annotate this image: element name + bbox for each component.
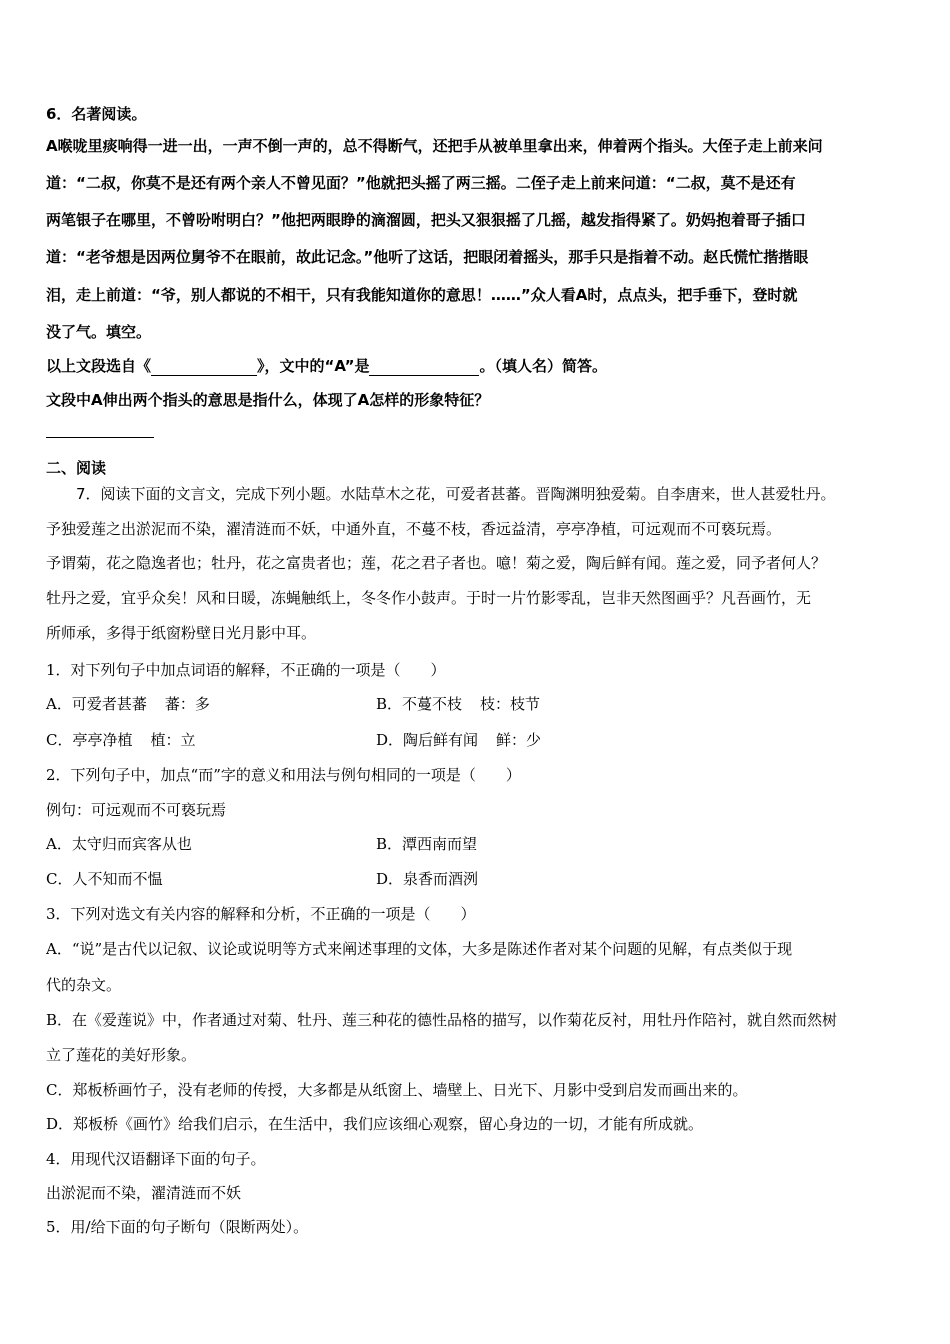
sub2-row-cd: [46, 869, 908, 889]
sub1-row-ab: [46, 694, 908, 714]
option-text: 可爱者甚蕃: [71, 695, 147, 713]
sub2-question: 2．下列句子中，加点“而”字的意义和用法与例句相同的一项是（ ）: [46, 766, 521, 784]
sub5-question: 5．用/给下面的句子断句（限断两处）。: [46, 1218, 309, 1236]
q6-short-question: 文段中A伸出两个指头的意思是指什么，体现了A怎样的形象特征？: [46, 391, 490, 409]
q6-title: 6．名著阅读。: [46, 105, 147, 123]
q6-passage-line-4: 道：“老爷想是因两位舅爷不在眼前，故此记念。”他听了这话，把眼闭着摇头，那手只是指着不动。赵氏慌忙揩揩眼: [46, 248, 809, 266]
q7-line-2: 予独爱莲之出淤泥而不染，濯清涟而不妖，中通外直，不蔓不枝，香远益清，亭亭净植，可远观而不可亵玩焉。: [46, 520, 782, 538]
option-gloss: 鲜：少: [496, 731, 542, 749]
sub3-option-d[interactable]: D．郑板桥《画竹》给我们启示，在生活中，我们应该细心观察，留心身边的一切，才能有所成就。: [46, 1115, 704, 1133]
option-letter: D．: [376, 731, 404, 749]
q7-line-3: 予谓菊，花之隐逸者也；牡丹，花之富贵者也；莲，花之君子者也。噫！菊之爱，陶后鲜有闻。莲之爱，同予者何人？: [46, 554, 827, 572]
option-letter: C．: [46, 731, 73, 749]
sub4-question: 4．用现代汉语翻译下面的句子。: [46, 1150, 266, 1168]
sub4-sentence: 出淤泥而不染，濯清涟而不妖: [46, 1184, 242, 1202]
fill-text-1: 以上文段选自《: [46, 357, 152, 375]
sub3-option-a-line-2[interactable]: 代的杂文。: [46, 976, 122, 994]
sub2-option-c[interactable]: C．人不知而不愠: [46, 870, 163, 888]
sub2-option-a[interactable]: A．太守归而宾客从也: [46, 835, 192, 853]
q6-passage-line-5: 泪，走上前道：“爷，别人都说的不相干，只有我能知道你的意思！……”众人看A时，点点头，把手垂下，登时就: [46, 286, 798, 304]
q7-line-5: 所师承，多得于纸窗粉壁日光月影中耳。: [46, 624, 317, 642]
sub1-question: 1．对下列句子中加点词语的解释，不正确的一项是（ ）: [46, 661, 446, 679]
q6-passage-line-2: 道：“二叔，你莫不是还有两个亲人不曾见面？”他就把头摇了两三摇。二侄子走上前来问道：“二叔，莫不是还有: [46, 174, 796, 192]
fill-text-3: 。（填人名）简答。: [479, 357, 607, 375]
option-letter: B．: [376, 695, 403, 713]
sub1-option-a[interactable]: [46, 695, 210, 713]
section-2-title: 二、阅读: [46, 459, 107, 477]
q6-passage-line-6: 没了气。填空。: [46, 323, 152, 341]
q6-passage-line-1: A喉咙里痰响得一进一出，一声不倒一声的，总不得断气，还把手从被单里拿出来，伸着两个指头。大侄子走上前来问: [46, 137, 823, 155]
option-gloss: 蕃：多: [164, 695, 210, 713]
person-name-blank[interactable]: [369, 360, 479, 376]
option-gloss: 枝：枝节: [480, 695, 541, 713]
q6-answer-line[interactable]: [46, 437, 154, 438]
sub1-option-d[interactable]: [376, 730, 541, 750]
sub2-example: 例句：可远观而不可亵玩焉: [46, 801, 227, 819]
sub2-row-ab: [46, 834, 908, 854]
option-text: 亭亭净植: [72, 731, 133, 749]
q7-line-1: 7．阅读下面的文言文，完成下列小题。水陆草木之花，可爱者甚蕃。晋陶渊明独爱菊。自李唐来，世人甚爱牡丹。: [76, 485, 836, 503]
q6-fill-in: [46, 356, 607, 376]
sub2-option-b[interactable]: B．潭西南而望: [376, 835, 478, 853]
fill-text-2: 》，文中的“A”是: [257, 357, 370, 375]
option-letter: A．: [46, 695, 72, 713]
sub1-option-b[interactable]: [376, 694, 540, 714]
sub3-option-b-line-1[interactable]: B．在《爱莲说》中，作者通过对菊、牡丹、莲三种花的德性品格的描写，以作菊花反衬，用牡丹作陪衬，就自然而然树: [46, 1011, 838, 1029]
option-text: 不蔓不枝: [402, 695, 463, 713]
option-gloss: 植：立: [150, 731, 196, 749]
sub3-option-a-line-1[interactable]: A．“说”是古代以记叙、议论或说明等方式来阐述事理的文体，大多是陈述作者对某个问题的见解，有点类似于现: [46, 940, 793, 958]
sub3-question: 3．下列对选文有关内容的解释和分析，不正确的一项是（ ）: [46, 905, 476, 923]
q6-passage-line-3: 两笔银子在哪里，不曾吩咐明白？”他把两眼睁的滴溜圆，把头又狠狠摇了几摇，越发指得紧了。奶妈抱着哥子插口: [46, 211, 806, 229]
q7-line-4: 牡丹之爱，宜乎众矣！风和日暖，冻蝇触纸上，冬冬作小鼓声。于时一片竹影零乱，岂非天然图画乎？凡吾画竹，无: [46, 589, 812, 607]
book-title-blank[interactable]: [151, 360, 257, 376]
sub3-option-c[interactable]: C．郑板桥画竹子，没有老师的传授，大多都是从纸窗上、墙壁上、日光下、月影中受到启发而画出来的。: [46, 1081, 748, 1099]
sub1-row-cd: [46, 730, 908, 750]
sub3-option-b-line-2[interactable]: 立了莲花的美好形象。: [46, 1046, 197, 1064]
sub1-option-c[interactable]: [46, 731, 196, 749]
option-text: 陶后鲜有闻: [403, 731, 479, 749]
sub2-option-d[interactable]: D．泉香而酒洌: [376, 870, 479, 888]
